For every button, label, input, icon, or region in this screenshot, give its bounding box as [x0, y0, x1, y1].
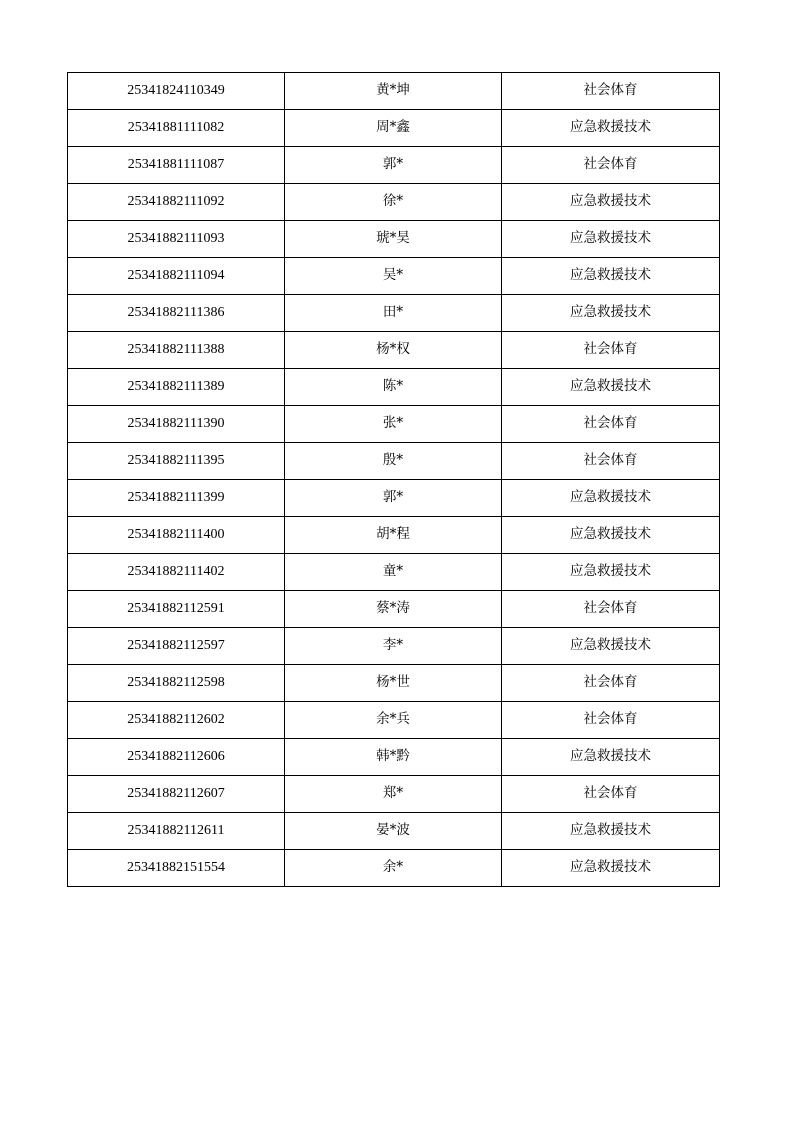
- table-row: [68, 258, 720, 295]
- student-id-cell: 25341882112598: [68, 665, 285, 702]
- student-major-cell: 应急救援技术: [502, 295, 720, 332]
- student-name-cell: 郭*: [285, 480, 502, 517]
- student-id-cell: 25341882111400: [68, 517, 285, 554]
- student-name-cell: 杨*权: [285, 332, 502, 369]
- student-major-cell: 社会体育: [502, 73, 720, 110]
- student-name-cell: 田*: [285, 295, 502, 332]
- student-name-cell: 李*: [285, 628, 502, 665]
- table-row: [68, 591, 720, 628]
- student-name-cell: 徐*: [285, 184, 502, 221]
- table-row: [68, 147, 720, 184]
- table-row: [68, 665, 720, 702]
- student-name-cell: 周*鑫: [285, 110, 502, 147]
- student-id-cell: 25341882112606: [68, 739, 285, 776]
- student-major-cell: 应急救援技术: [502, 554, 720, 591]
- student-id-cell: 25341824110349: [68, 73, 285, 110]
- student-name-cell: 胡*程: [285, 517, 502, 554]
- student-major-cell: 应急救援技术: [502, 813, 720, 850]
- student-id-cell: 25341882111399: [68, 480, 285, 517]
- table-row: [68, 517, 720, 554]
- student-id-cell: 25341882111402: [68, 554, 285, 591]
- table-row: [68, 850, 720, 887]
- student-id-cell: 25341882111386: [68, 295, 285, 332]
- student-name-cell: 蔡*涛: [285, 591, 502, 628]
- student-name-cell: 余*: [285, 850, 502, 887]
- table-row: [68, 480, 720, 517]
- student-id-cell: 25341882111094: [68, 258, 285, 295]
- student-id-cell: 25341882151554: [68, 850, 285, 887]
- student-name-cell: 琥*昊: [285, 221, 502, 258]
- student-major-cell: 应急救援技术: [502, 628, 720, 665]
- student-major-cell: 社会体育: [502, 332, 720, 369]
- student-id-cell: 25341882112611: [68, 813, 285, 850]
- student-major-cell: 社会体育: [502, 776, 720, 813]
- student-id-cell: 25341881111087: [68, 147, 285, 184]
- student-major-cell: 应急救援技术: [502, 221, 720, 258]
- student-name-cell: 余*兵: [285, 702, 502, 739]
- student-id-cell: 25341882111390: [68, 406, 285, 443]
- table-row: [68, 184, 720, 221]
- student-name-cell: 黄*坤: [285, 73, 502, 110]
- table-row: [68, 110, 720, 147]
- student-name-cell: 郭*: [285, 147, 502, 184]
- student-name-cell: 晏*波: [285, 813, 502, 850]
- student-name-cell: 郑*: [285, 776, 502, 813]
- student-id-cell: 25341882111093: [68, 221, 285, 258]
- student-major-cell: 应急救援技术: [502, 850, 720, 887]
- student-major-cell: 应急救援技术: [502, 110, 720, 147]
- student-major-cell: 社会体育: [502, 147, 720, 184]
- student-id-cell: 25341882112602: [68, 702, 285, 739]
- student-major-cell: 社会体育: [502, 665, 720, 702]
- student-id-cell: 25341882112591: [68, 591, 285, 628]
- table-row: [68, 702, 720, 739]
- table-row: [68, 554, 720, 591]
- student-major-cell: 应急救援技术: [502, 258, 720, 295]
- student-name-cell: 张*: [285, 406, 502, 443]
- student-roster-table: [67, 72, 720, 887]
- table-row: [68, 73, 720, 110]
- table-row: [68, 332, 720, 369]
- student-major-cell: 社会体育: [502, 406, 720, 443]
- table-row: [68, 221, 720, 258]
- student-name-cell: 童*: [285, 554, 502, 591]
- table-row: [68, 776, 720, 813]
- student-id-cell: 25341882111388: [68, 332, 285, 369]
- table-row: [68, 628, 720, 665]
- student-major-cell: 社会体育: [502, 443, 720, 480]
- student-id-cell: 25341882112597: [68, 628, 285, 665]
- student-name-cell: 韩*黔: [285, 739, 502, 776]
- student-id-cell: 25341881111082: [68, 110, 285, 147]
- student-id-cell: 25341882111395: [68, 443, 285, 480]
- student-major-cell: 应急救援技术: [502, 517, 720, 554]
- roster-body: [68, 73, 720, 887]
- student-name-cell: 吴*: [285, 258, 502, 295]
- student-id-cell: 25341882112607: [68, 776, 285, 813]
- student-name-cell: 陈*: [285, 369, 502, 406]
- table-row: [68, 369, 720, 406]
- student-id-cell: 25341882111389: [68, 369, 285, 406]
- student-major-cell: 应急救援技术: [502, 369, 720, 406]
- table-row: [68, 739, 720, 776]
- student-major-cell: 社会体育: [502, 591, 720, 628]
- student-major-cell: 应急救援技术: [502, 739, 720, 776]
- student-name-cell: 杨*世: [285, 665, 502, 702]
- table-row: [68, 443, 720, 480]
- student-major-cell: 社会体育: [502, 702, 720, 739]
- table-row: [68, 406, 720, 443]
- student-name-cell: 殷*: [285, 443, 502, 480]
- student-major-cell: 应急救援技术: [502, 184, 720, 221]
- table-row: [68, 813, 720, 850]
- table-row: [68, 295, 720, 332]
- student-major-cell: 应急救援技术: [502, 480, 720, 517]
- student-id-cell: 25341882111092: [68, 184, 285, 221]
